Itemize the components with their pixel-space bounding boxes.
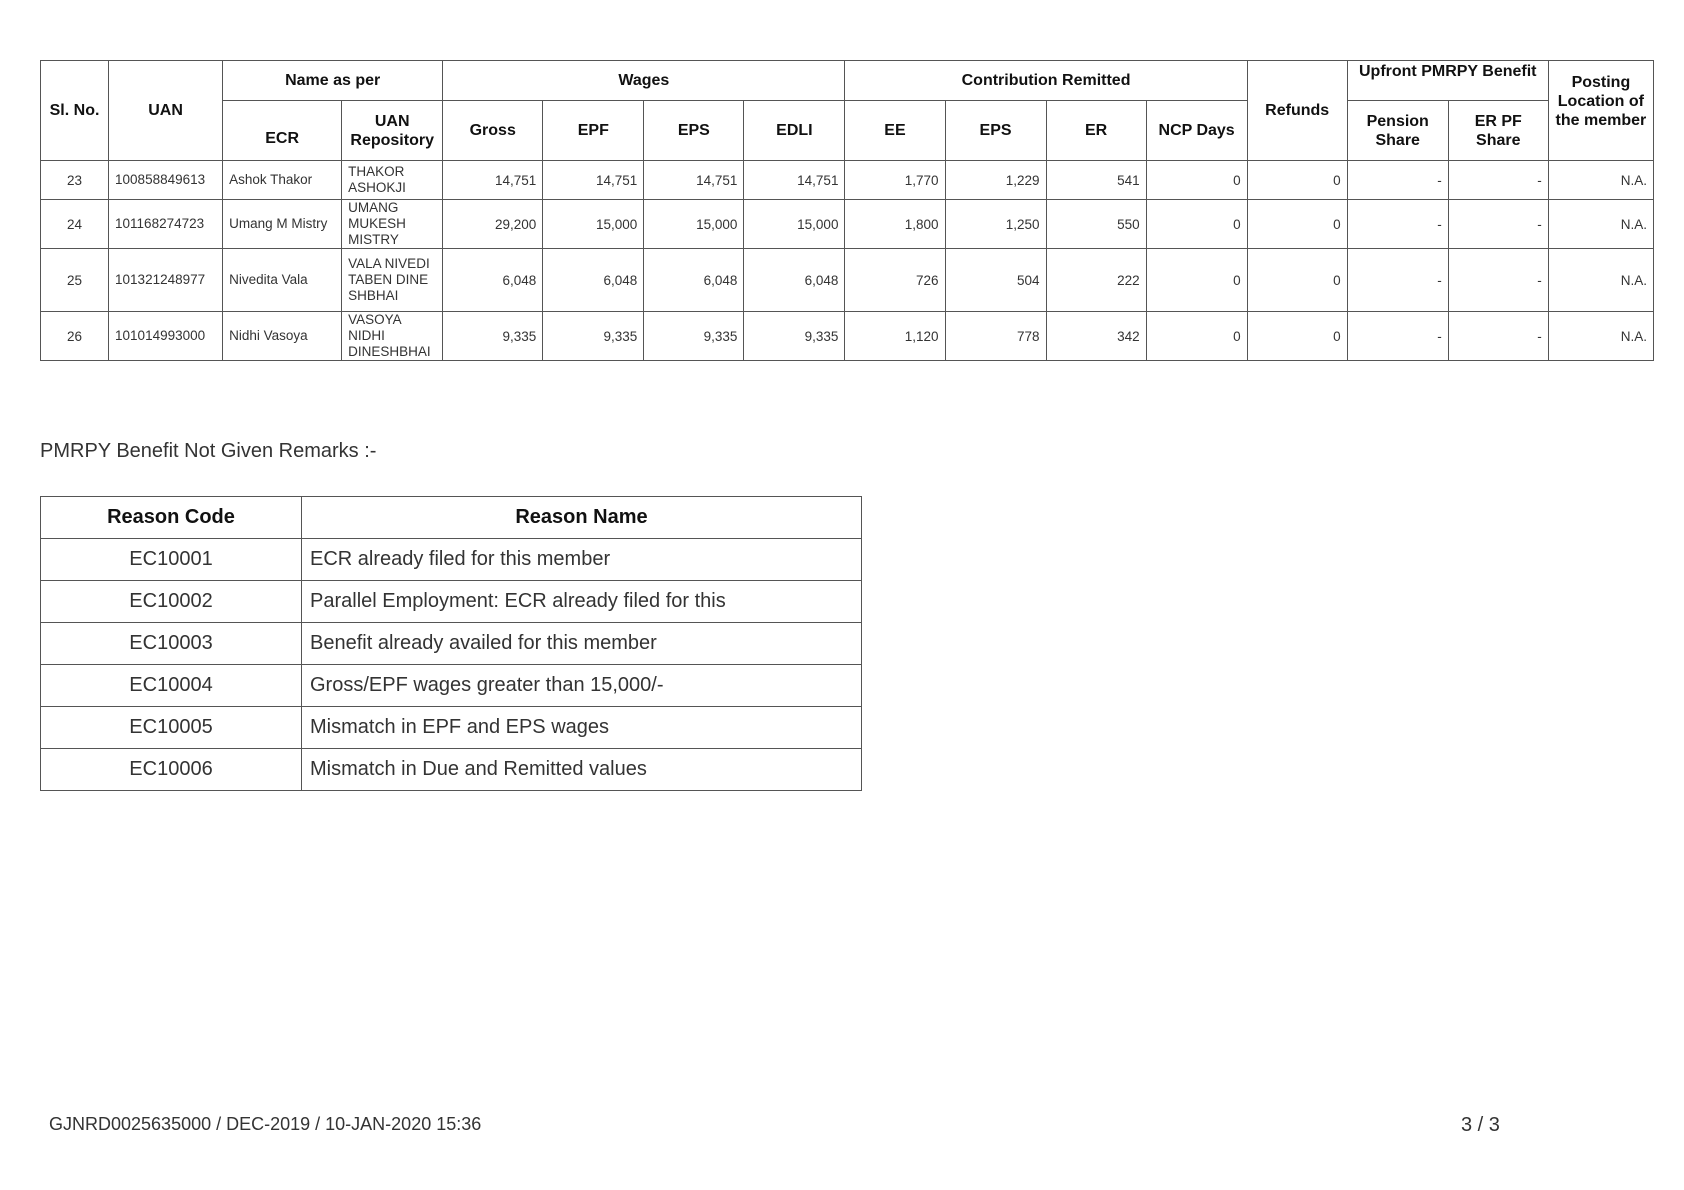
cell-epf: 6,048: [543, 249, 644, 312]
footer-reference: GJNRD0025635000 / DEC-2019 / 10-JAN-2020 15:36: [49, 1114, 482, 1134]
reason-row: [41, 539, 862, 581]
cell-uan: 101168274723: [109, 200, 223, 249]
reason-name: Gross/EPF wages greater than 15,000/-: [302, 665, 862, 707]
cell-ecr-name: Nivedita Vala: [223, 249, 342, 312]
cell-epf: 9,335: [543, 312, 644, 361]
header-reason-code: Reason Code: [41, 497, 302, 539]
table-row: [41, 200, 1654, 249]
header-gross: Gross: [443, 101, 543, 161]
header-epf: EPF: [543, 101, 644, 161]
cell-eps: 9,335: [644, 312, 744, 361]
cell-er: 550: [1046, 200, 1146, 249]
cell-sl-no: 26: [41, 312, 109, 361]
cell-posting-location: N.A.: [1548, 200, 1653, 249]
cell-eps-remitted: 778: [945, 312, 1046, 361]
header-reason-name: Reason Name: [302, 497, 862, 539]
reason-row: [41, 665, 862, 707]
remarks-title: PMRPY Benefit Not Given Remarks :-: [40, 440, 377, 462]
cell-gross: 14,751: [443, 161, 543, 200]
reason-code: EC10003: [41, 623, 302, 665]
reason-name: Mismatch in EPF and EPS wages: [302, 707, 862, 749]
header-uan-repository: UAN Repository: [342, 101, 443, 161]
reason-code: EC10001: [41, 539, 302, 581]
cell-uan: 101014993000: [109, 312, 223, 361]
cell-pension-share: -: [1347, 161, 1448, 200]
cell-repo-name: THAKOR ASHOKJI: [342, 161, 443, 200]
page-number: 3 / 3: [1461, 1114, 1500, 1136]
cell-ncp-days: 0: [1146, 312, 1247, 361]
cell-sl-no: 23: [41, 161, 109, 200]
cell-gross: 29,200: [443, 200, 543, 249]
reason-row: [41, 707, 862, 749]
cell-eps-remitted: 504: [945, 249, 1046, 312]
cell-eps: 14,751: [644, 161, 744, 200]
cell-gross: 9,335: [443, 312, 543, 361]
reason-name: Parallel Employment: ECR already filed for this: [302, 581, 862, 623]
cell-ncp-days: 0: [1146, 249, 1247, 312]
cell-sl-no: 24: [41, 200, 109, 249]
header-sl-no: Sl. No.: [41, 61, 109, 161]
reason-name: Benefit already availed for this member: [302, 623, 862, 665]
cell-refunds: 0: [1247, 312, 1347, 361]
cell-refunds: 0: [1247, 161, 1347, 200]
reason-name: Mismatch in Due and Remitted values: [302, 749, 862, 791]
cell-pension-share: -: [1347, 312, 1448, 361]
reason-row: [41, 581, 862, 623]
table-row: [41, 312, 1654, 361]
reason-name: ECR already filed for this member: [302, 539, 862, 581]
cell-er-pf-share: -: [1448, 161, 1548, 200]
reason-code: EC10006: [41, 749, 302, 791]
cell-ecr-name: Ashok Thakor: [223, 161, 342, 200]
cell-er: 541: [1046, 161, 1146, 200]
reason-row: [41, 623, 862, 665]
reason-table: [40, 496, 862, 791]
cell-pension-share: -: [1347, 249, 1448, 312]
reason-code: EC10005: [41, 707, 302, 749]
header-ecr: ECR: [223, 101, 342, 161]
cell-er-pf-share: -: [1448, 249, 1548, 312]
cell-ee: 1,800: [845, 200, 945, 249]
reason-code: EC10004: [41, 665, 302, 707]
header-ee: EE: [845, 101, 945, 161]
header-uan: UAN: [109, 61, 223, 161]
cell-gross: 6,048: [443, 249, 543, 312]
header-contribution-remitted: Contribution Remitted: [845, 61, 1247, 101]
header-eps: EPS: [644, 101, 744, 161]
header-upfront-pmrpy: Upfront PMRPY Benefit: [1347, 61, 1548, 101]
cell-repo-name: UMANG MUKESH MISTRY: [342, 200, 443, 249]
contribution-table: [40, 60, 1654, 361]
cell-repo-name: VALA NIVEDITABEN DINESHBHAI: [342, 249, 443, 312]
cell-ee: 1,770: [845, 161, 945, 200]
cell-ecr-name: Nidhi Vasoya: [223, 312, 342, 361]
cell-edli: 15,000: [744, 200, 845, 249]
cell-posting-location: N.A.: [1548, 161, 1653, 200]
table-row: [41, 249, 1654, 312]
cell-er-pf-share: -: [1448, 312, 1548, 361]
cell-refunds: 0: [1247, 249, 1347, 312]
header-er: ER: [1046, 101, 1146, 161]
cell-eps: 6,048: [644, 249, 744, 312]
cell-ee: 1,120: [845, 312, 945, 361]
cell-epf: 15,000: [543, 200, 644, 249]
reason-row: [41, 749, 862, 791]
header-er-pf-share: ER PF Share: [1448, 101, 1548, 161]
header-ncp-days: NCP Days: [1146, 101, 1247, 161]
cell-er: 342: [1046, 312, 1146, 361]
cell-refunds: 0: [1247, 200, 1347, 249]
cell-posting-location: N.A.: [1548, 312, 1653, 361]
cell-er: 222: [1046, 249, 1146, 312]
header-refunds: Refunds: [1247, 61, 1347, 161]
cell-edli: 6,048: [744, 249, 845, 312]
cell-ncp-days: 0: [1146, 161, 1247, 200]
cell-epf: 14,751: [543, 161, 644, 200]
reason-code: EC10002: [41, 581, 302, 623]
cell-er-pf-share: -: [1448, 200, 1548, 249]
cell-eps-remitted: 1,250: [945, 200, 1046, 249]
cell-posting-location: N.A.: [1548, 249, 1653, 312]
header-posting-location: Posting Location of the member: [1548, 61, 1653, 161]
cell-ncp-days: 0: [1146, 200, 1247, 249]
cell-edli: 9,335: [744, 312, 845, 361]
cell-ee: 726: [845, 249, 945, 312]
cell-ecr-name: Umang M Mistry: [223, 200, 342, 249]
header-eps-remitted: EPS: [945, 101, 1046, 161]
header-name-as-per: Name as per: [223, 61, 443, 101]
header-wages: Wages: [443, 61, 845, 101]
cell-edli: 14,751: [744, 161, 845, 200]
cell-eps-remitted: 1,229: [945, 161, 1046, 200]
table-row: [41, 161, 1654, 200]
header-edli: EDLI: [744, 101, 845, 161]
cell-repo-name: VASOYA NIDHI DINESHBHAI: [342, 312, 443, 361]
cell-pension-share: -: [1347, 200, 1448, 249]
cell-eps: 15,000: [644, 200, 744, 249]
cell-sl-no: 25: [41, 249, 109, 312]
cell-uan: 100858849613: [109, 161, 223, 200]
header-pension-share: Pension Share: [1347, 101, 1448, 161]
cell-uan: 101321248977: [109, 249, 223, 312]
